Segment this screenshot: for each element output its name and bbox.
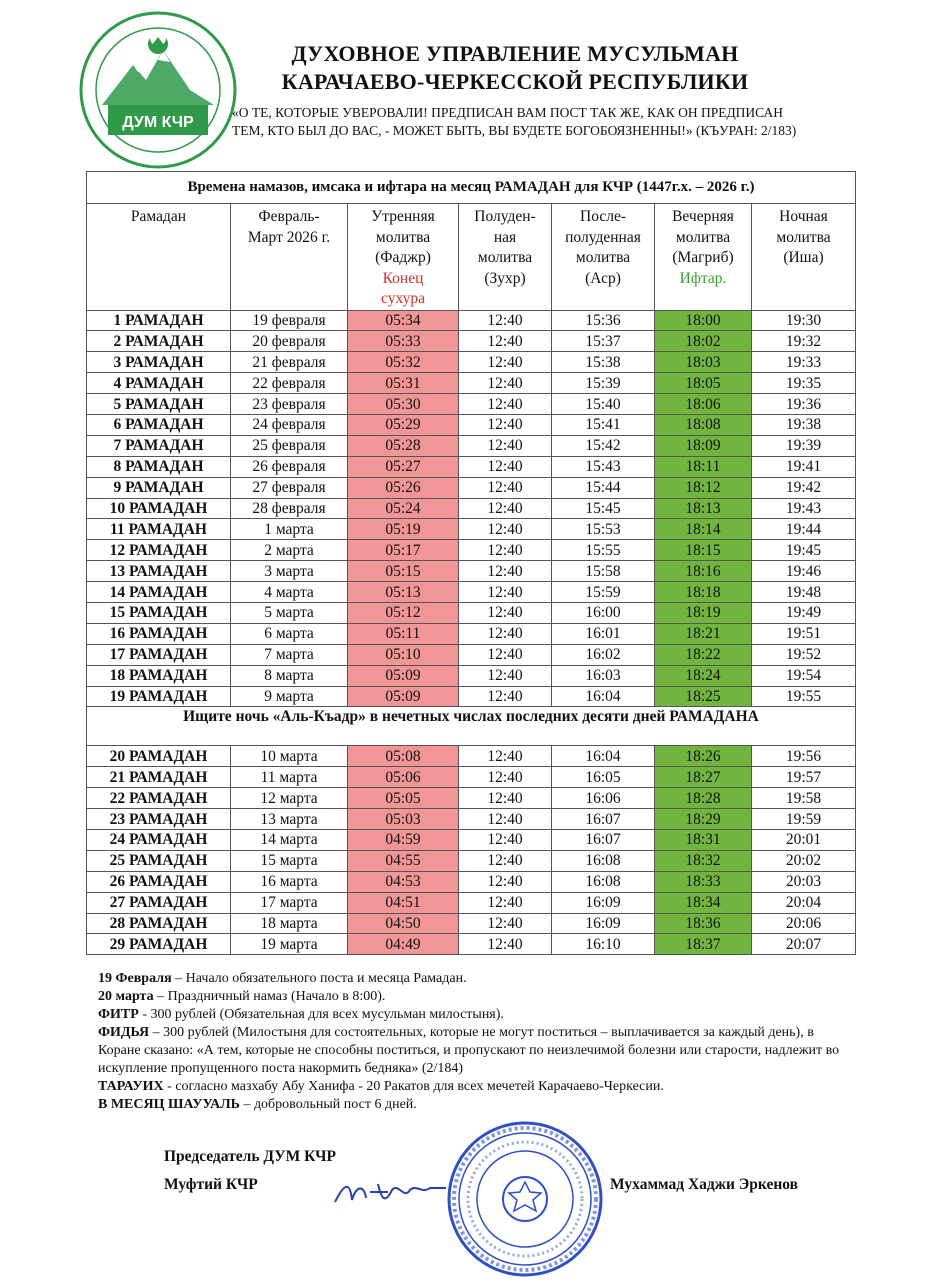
fajr-time: 05:09 bbox=[348, 665, 459, 686]
fajr-time: 05:11 bbox=[348, 623, 459, 644]
table-row bbox=[87, 414, 856, 435]
isha-time: 20:01 bbox=[752, 829, 856, 850]
isha-time: 19:39 bbox=[752, 435, 856, 456]
isha-time: 19:33 bbox=[752, 352, 856, 373]
footnote bbox=[98, 1078, 858, 1096]
isha-time: 19:46 bbox=[752, 561, 856, 582]
table-row bbox=[87, 809, 856, 830]
ramadan-day: 3 РАМАДАН bbox=[87, 352, 231, 373]
footnote-text: - 300 рублей (Обязательная для всех мусульман милостыня). bbox=[138, 1007, 504, 1022]
zuhr-time: 12:40 bbox=[459, 331, 552, 352]
isha-time: 19:59 bbox=[752, 809, 856, 830]
table-caption: Времена намазов, имсака и ифтара на месяц РАМАДАН для КЧР (1447г.х. – 2026 г.) bbox=[87, 172, 856, 204]
maghrib-time: 18:22 bbox=[655, 644, 752, 665]
asr-time: 16:08 bbox=[552, 850, 655, 871]
fajr-time: 05:29 bbox=[348, 414, 459, 435]
asr-time: 15:43 bbox=[552, 456, 655, 477]
fajr-time: 05:15 bbox=[348, 561, 459, 582]
gregorian-date: 21 февраля bbox=[231, 352, 348, 373]
table-row bbox=[87, 644, 856, 665]
asr-time: 15:38 bbox=[552, 352, 655, 373]
ramadan-day: 25 РАМАДАН bbox=[87, 850, 231, 871]
fajr-time: 05:33 bbox=[348, 331, 459, 352]
ramadan-day: 2 РАМАДАН bbox=[87, 331, 231, 352]
gregorian-date: 19 марта bbox=[231, 934, 348, 955]
gregorian-date: 23 февраля bbox=[231, 394, 348, 415]
logo-text: ДУМ КЧР bbox=[122, 114, 194, 131]
table-row bbox=[87, 788, 856, 809]
fajr-time: 05:24 bbox=[348, 498, 459, 519]
asr-time: 15:44 bbox=[552, 477, 655, 498]
fajr-time: 05:08 bbox=[348, 746, 459, 767]
ramadan-day: 10 РАМАДАН bbox=[87, 498, 231, 519]
organization-title bbox=[250, 40, 780, 96]
isha-time: 19:32 bbox=[752, 331, 856, 352]
zuhr-time: 12:40 bbox=[459, 456, 552, 477]
asr-time: 16:10 bbox=[552, 934, 655, 955]
zuhr-time: 12:40 bbox=[459, 767, 552, 788]
asr-time: 16:07 bbox=[552, 829, 655, 850]
organization-logo bbox=[78, 10, 238, 170]
zuhr-time: 12:40 bbox=[459, 498, 552, 519]
maghrib-time: 18:06 bbox=[655, 394, 752, 415]
ramadan-day: 20 РАМАДАН bbox=[87, 746, 231, 767]
table-row bbox=[87, 498, 856, 519]
asr-time: 16:06 bbox=[552, 788, 655, 809]
zuhr-time: 12:40 bbox=[459, 582, 552, 603]
gregorian-date: 9 марта bbox=[231, 686, 348, 707]
isha-time: 20:06 bbox=[752, 913, 856, 934]
fajr-time: 05:09 bbox=[348, 686, 459, 707]
ramadan-day: 1 РАМАДАН bbox=[87, 310, 231, 331]
gregorian-date: 26 февраля bbox=[231, 456, 348, 477]
table-row bbox=[87, 310, 856, 331]
asr-time: 15:58 bbox=[552, 561, 655, 582]
footnote-term: 19 Февраля bbox=[98, 971, 172, 986]
asr-time: 15:42 bbox=[552, 435, 655, 456]
table-row bbox=[87, 582, 856, 603]
asr-time: 16:04 bbox=[552, 686, 655, 707]
chairman-title: Председатель ДУМ КЧР bbox=[164, 1148, 336, 1165]
ramadan-day: 12 РАМАДАН bbox=[87, 540, 231, 561]
maghrib-time: 18:19 bbox=[655, 602, 752, 623]
isha-time: 19:38 bbox=[752, 414, 856, 435]
ramadan-day: 21 РАМАДАН bbox=[87, 767, 231, 788]
ramadan-day: 6 РАМАДАН bbox=[87, 414, 231, 435]
asr-time: 15:59 bbox=[552, 582, 655, 603]
table-row bbox=[87, 540, 856, 561]
gregorian-date: 27 февраля bbox=[231, 477, 348, 498]
gregorian-date: 18 марта bbox=[231, 913, 348, 934]
footnote bbox=[98, 1006, 858, 1024]
zuhr-time: 12:40 bbox=[459, 850, 552, 871]
gregorian-date: 3 марта bbox=[231, 561, 348, 582]
gregorian-date: 13 марта bbox=[231, 809, 348, 830]
table-row bbox=[87, 829, 856, 850]
isha-time: 19:56 bbox=[752, 746, 856, 767]
zuhr-time: 12:40 bbox=[459, 477, 552, 498]
maghrib-time: 18:21 bbox=[655, 623, 752, 644]
asr-time: 16:01 bbox=[552, 623, 655, 644]
gregorian-date: 19 февраля bbox=[231, 310, 348, 331]
fajr-time: 05:30 bbox=[348, 394, 459, 415]
zuhr-time: 12:40 bbox=[459, 352, 552, 373]
maghrib-time: 18:28 bbox=[655, 788, 752, 809]
ramadan-day: 7 РАМАДАН bbox=[87, 435, 231, 456]
suhoor-end-label: Конец bbox=[382, 269, 424, 287]
gregorian-date: 12 марта bbox=[231, 788, 348, 809]
fajr-time: 05:34 bbox=[348, 310, 459, 331]
isha-time: 20:07 bbox=[752, 934, 856, 955]
isha-time: 19:43 bbox=[752, 498, 856, 519]
table-row bbox=[87, 602, 856, 623]
header-asr: После- полуденная молитва (Аср) bbox=[552, 204, 655, 311]
footnotes bbox=[98, 970, 858, 1114]
isha-time: 19:51 bbox=[752, 623, 856, 644]
table-row bbox=[87, 561, 856, 582]
laylat-al-qadr-note: Ищите ночь «Аль-Къадр» в нечетных числах последних десяти дней РАМАДАНА bbox=[87, 707, 856, 746]
maghrib-time: 18:18 bbox=[655, 582, 752, 603]
fajr-time: 05:13 bbox=[348, 582, 459, 603]
maghrib-time: 18:05 bbox=[655, 373, 752, 394]
fajr-time: 05:27 bbox=[348, 456, 459, 477]
maghrib-time: 18:09 bbox=[655, 435, 752, 456]
asr-time: 15:37 bbox=[552, 331, 655, 352]
fajr-time: 04:49 bbox=[348, 934, 459, 955]
ramadan-day: 14 РАМАДАН bbox=[87, 582, 231, 603]
isha-time: 20:04 bbox=[752, 892, 856, 913]
ramadan-day: 18 РАМАДАН bbox=[87, 665, 231, 686]
zuhr-time: 12:40 bbox=[459, 809, 552, 830]
asr-time: 16:00 bbox=[552, 602, 655, 623]
ramadan-day: 27 РАМАДАН bbox=[87, 892, 231, 913]
asr-time: 16:09 bbox=[552, 913, 655, 934]
gregorian-date: 24 февраля bbox=[231, 414, 348, 435]
asr-time: 15:45 bbox=[552, 498, 655, 519]
fajr-time: 05:06 bbox=[348, 767, 459, 788]
gregorian-date: 10 марта bbox=[231, 746, 348, 767]
isha-time: 19:30 bbox=[752, 310, 856, 331]
gregorian-date: 1 марта bbox=[231, 519, 348, 540]
table-row bbox=[87, 373, 856, 394]
zuhr-time: 12:40 bbox=[459, 746, 552, 767]
asr-time: 16:02 bbox=[552, 644, 655, 665]
title-line-2: КАРАЧАЕВО-ЧЕРКЕССКОЙ РЕСПУБЛИКИ bbox=[281, 69, 749, 94]
table-row bbox=[87, 519, 856, 540]
gregorian-date: 4 марта bbox=[231, 582, 348, 603]
table-row bbox=[87, 477, 856, 498]
ramadan-day: 17 РАМАДАН bbox=[87, 644, 231, 665]
zuhr-time: 12:40 bbox=[459, 394, 552, 415]
fajr-time: 04:59 bbox=[348, 829, 459, 850]
ramadan-day: 11 РАМАДАН bbox=[87, 519, 231, 540]
table-row bbox=[87, 623, 856, 644]
footnote bbox=[98, 1024, 858, 1078]
gregorian-date: 11 марта bbox=[231, 767, 348, 788]
asr-time: 15:55 bbox=[552, 540, 655, 561]
isha-time: 20:03 bbox=[752, 871, 856, 892]
maghrib-time: 18:24 bbox=[655, 665, 752, 686]
ramadan-day: 28 РАМАДАН bbox=[87, 913, 231, 934]
ramadan-day: 24 РАМАДАН bbox=[87, 829, 231, 850]
zuhr-time: 12:40 bbox=[459, 435, 552, 456]
maghrib-time: 18:32 bbox=[655, 850, 752, 871]
gregorian-date: 25 февраля bbox=[231, 435, 348, 456]
asr-time: 15:41 bbox=[552, 414, 655, 435]
quote-line-2: ТЕМ, КТО БЫЛ ДО ВАС, - МОЖЕТ БЫТЬ, ВЫ БУДЕТЕ БОГОБОЯЗНЕННЫ!» (КЪУРАН: 2/183) bbox=[232, 123, 797, 138]
ramadan-day: 8 РАМАДАН bbox=[87, 456, 231, 477]
maghrib-time: 18:25 bbox=[655, 686, 752, 707]
maghrib-time: 18:16 bbox=[655, 561, 752, 582]
zuhr-time: 12:40 bbox=[459, 602, 552, 623]
zuhr-time: 12:40 bbox=[459, 829, 552, 850]
isha-time: 19:58 bbox=[752, 788, 856, 809]
footnote-term: ФИТР bbox=[98, 1007, 139, 1022]
maghrib-time: 18:08 bbox=[655, 414, 752, 435]
header-ramadan: Рамадан bbox=[87, 204, 231, 311]
ramadan-day: 19 РАМАДАН bbox=[87, 686, 231, 707]
asr-time: 15:36 bbox=[552, 310, 655, 331]
official-stamp bbox=[445, 1120, 605, 1278]
table-row bbox=[87, 746, 856, 767]
isha-time: 19:49 bbox=[752, 602, 856, 623]
isha-time: 19:45 bbox=[752, 540, 856, 561]
signatory-name: Мухаммад Хаджи Эркенов bbox=[610, 1176, 798, 1193]
asr-time: 16:08 bbox=[552, 871, 655, 892]
asr-time: 16:04 bbox=[552, 746, 655, 767]
zuhr-time: 12:40 bbox=[459, 310, 552, 331]
maghrib-time: 18:15 bbox=[655, 540, 752, 561]
zuhr-time: 12:40 bbox=[459, 871, 552, 892]
ramadan-day: 16 РАМАДАН bbox=[87, 623, 231, 644]
table-header-row bbox=[87, 204, 856, 311]
table-row bbox=[87, 394, 856, 415]
zuhr-time: 12:40 bbox=[459, 644, 552, 665]
zuhr-time: 12:40 bbox=[459, 519, 552, 540]
isha-time: 19:48 bbox=[752, 582, 856, 603]
table-row bbox=[87, 767, 856, 788]
maghrib-time: 18:34 bbox=[655, 892, 752, 913]
zuhr-time: 12:40 bbox=[459, 665, 552, 686]
maghrib-time: 18:29 bbox=[655, 809, 752, 830]
ramadan-day: 29 РАМАДАН bbox=[87, 934, 231, 955]
footnote-text: – Праздничный намаз (Начало в 8:00). bbox=[153, 989, 386, 1004]
zuhr-time: 12:40 bbox=[459, 373, 552, 394]
maghrib-time: 18:03 bbox=[655, 352, 752, 373]
maghrib-time: 18:14 bbox=[655, 519, 752, 540]
fajr-time: 05:26 bbox=[348, 477, 459, 498]
isha-time: 19:35 bbox=[752, 373, 856, 394]
title-line-1: ДУХОВНОЕ УПРАВЛЕНИЕ МУСУЛЬМАН bbox=[291, 41, 739, 66]
gregorian-date: 2 марта bbox=[231, 540, 348, 561]
fajr-time: 05:17 bbox=[348, 540, 459, 561]
fajr-time: 05:12 bbox=[348, 602, 459, 623]
gregorian-date: 20 февраля bbox=[231, 331, 348, 352]
isha-time: 20:02 bbox=[752, 850, 856, 871]
gregorian-date: 8 марта bbox=[231, 665, 348, 686]
fajr-time: 04:53 bbox=[348, 871, 459, 892]
gregorian-date: 7 марта bbox=[231, 644, 348, 665]
quran-quote bbox=[232, 104, 872, 140]
footnote-text: – 300 рублей (Милостыня для состоятельных, которые не могут поститься – выплачивается за каждый день), в Коране сказано: «А тем, которые не способны поститься, и пропускают по неизлечимой болезни или старости, надлежит во искупление пропущенного поста накормить бедняка» (2/184) bbox=[98, 1025, 840, 1076]
table-row bbox=[87, 686, 856, 707]
footnote bbox=[98, 988, 858, 1006]
isha-time: 19:36 bbox=[752, 394, 856, 415]
table-row bbox=[87, 892, 856, 913]
table-row bbox=[87, 331, 856, 352]
table-row bbox=[87, 913, 856, 934]
zuhr-time: 12:40 bbox=[459, 913, 552, 934]
asr-time: 15:39 bbox=[552, 373, 655, 394]
fajr-time: 04:51 bbox=[348, 892, 459, 913]
fajr-time: 05:31 bbox=[348, 373, 459, 394]
zuhr-time: 12:40 bbox=[459, 414, 552, 435]
ramadan-day: 26 РАМАДАН bbox=[87, 871, 231, 892]
table-row bbox=[87, 352, 856, 373]
footnote-term: ТАРАУИХ bbox=[98, 1079, 164, 1094]
table-row bbox=[87, 871, 856, 892]
fajr-time: 05:19 bbox=[348, 519, 459, 540]
maghrib-time: 18:02 bbox=[655, 331, 752, 352]
gregorian-date: 6 марта bbox=[231, 623, 348, 644]
fajr-time: 04:50 bbox=[348, 913, 459, 934]
maghrib-time: 18:13 bbox=[655, 498, 752, 519]
zuhr-time: 12:40 bbox=[459, 540, 552, 561]
ramadan-day: 4 РАМАДАН bbox=[87, 373, 231, 394]
footnote-term: ФИДЬЯ bbox=[98, 1025, 150, 1040]
table-row bbox=[87, 435, 856, 456]
mufti-title: Муфтий КЧР bbox=[164, 1176, 258, 1193]
table-row bbox=[87, 850, 856, 871]
footnote-text: - согласно мазхабу Абу Ханифа - 20 Ракатов для всех мечетей Карачаево-Черкесии. bbox=[163, 1079, 664, 1094]
ramadan-day: 23 РАМАДАН bbox=[87, 809, 231, 830]
footnote-term: В МЕСЯЦ ШАУУАЛЬ bbox=[98, 1097, 240, 1112]
ramadan-day: 9 РАМАДАН bbox=[87, 477, 231, 498]
fajr-time: 05:10 bbox=[348, 644, 459, 665]
maghrib-time: 18:26 bbox=[655, 746, 752, 767]
fajr-time: 05:32 bbox=[348, 352, 459, 373]
gregorian-date: 16 марта bbox=[231, 871, 348, 892]
zuhr-time: 12:40 bbox=[459, 686, 552, 707]
header-fajr: Утренняя молитва (Фаджр) Конец сухура bbox=[348, 204, 459, 311]
header-date: Февраль- Март 2026 г. bbox=[231, 204, 348, 311]
handwritten-signature bbox=[330, 1172, 450, 1212]
fajr-time: 05:28 bbox=[348, 435, 459, 456]
zuhr-time: 12:40 bbox=[459, 934, 552, 955]
footnote-term: 20 марта bbox=[98, 989, 154, 1004]
asr-time: 16:07 bbox=[552, 809, 655, 830]
gregorian-date: 14 марта bbox=[231, 829, 348, 850]
gregorian-date: 15 марта bbox=[231, 850, 348, 871]
iftar-label: Ифтар. bbox=[679, 269, 727, 287]
table-row bbox=[87, 665, 856, 686]
isha-time: 19:55 bbox=[752, 686, 856, 707]
zuhr-time: 12:40 bbox=[459, 788, 552, 809]
header-isha: Ночная молитва (Иша) bbox=[752, 204, 856, 311]
zuhr-time: 12:40 bbox=[459, 561, 552, 582]
asr-time: 15:40 bbox=[552, 394, 655, 415]
maghrib-time: 18:33 bbox=[655, 871, 752, 892]
asr-time: 16:09 bbox=[552, 892, 655, 913]
table-row bbox=[87, 456, 856, 477]
isha-time: 19:54 bbox=[752, 665, 856, 686]
isha-time: 19:57 bbox=[752, 767, 856, 788]
gregorian-date: 22 февраля bbox=[231, 373, 348, 394]
maghrib-time: 18:31 bbox=[655, 829, 752, 850]
gregorian-date: 28 февраля bbox=[231, 498, 348, 519]
isha-time: 19:44 bbox=[752, 519, 856, 540]
ramadan-day: 5 РАМАДАН bbox=[87, 394, 231, 415]
maghrib-time: 18:37 bbox=[655, 934, 752, 955]
footnote-text: – Начало обязательного поста и месяца Рамадан. bbox=[171, 971, 467, 986]
gregorian-date: 17 марта bbox=[231, 892, 348, 913]
table-row bbox=[87, 934, 856, 955]
ramadan-day: 15 РАМАДАН bbox=[87, 602, 231, 623]
fajr-time: 04:55 bbox=[348, 850, 459, 871]
asr-time: 16:05 bbox=[552, 767, 655, 788]
footnote bbox=[98, 970, 858, 988]
footnote-text: – добровольный пост 6 дней. bbox=[239, 1097, 417, 1112]
asr-time: 16:03 bbox=[552, 665, 655, 686]
footnote bbox=[98, 1096, 858, 1114]
fajr-time: 05:03 bbox=[348, 809, 459, 830]
isha-time: 19:42 bbox=[752, 477, 856, 498]
fajr-time: 05:05 bbox=[348, 788, 459, 809]
prayer-schedule-table bbox=[86, 171, 856, 955]
maghrib-time: 18:12 bbox=[655, 477, 752, 498]
zuhr-time: 12:40 bbox=[459, 892, 552, 913]
asr-time: 15:53 bbox=[552, 519, 655, 540]
isha-time: 19:41 bbox=[752, 456, 856, 477]
maghrib-time: 18:00 bbox=[655, 310, 752, 331]
gregorian-date: 5 марта bbox=[231, 602, 348, 623]
maghrib-time: 18:36 bbox=[655, 913, 752, 934]
ramadan-day: 22 РАМАДАН bbox=[87, 788, 231, 809]
header-maghrib: Вечерняя молитва (Магриб) Ифтар. bbox=[655, 204, 752, 311]
header-zuhr: Полуден- ная молитва (Зухр) bbox=[459, 204, 552, 311]
maghrib-time: 18:11 bbox=[655, 456, 752, 477]
maghrib-time: 18:27 bbox=[655, 767, 752, 788]
zuhr-time: 12:40 bbox=[459, 623, 552, 644]
isha-time: 19:52 bbox=[752, 644, 856, 665]
ramadan-day: 13 РАМАДАН bbox=[87, 561, 231, 582]
quote-line-1: «О ТЕ, КОТОРЫЕ УВЕРОВАЛИ! ПРЕДПИСАН ВАМ ПОСТ ТАК ЖЕ, КАК ОН ПРЕДПИСАН bbox=[232, 105, 783, 120]
